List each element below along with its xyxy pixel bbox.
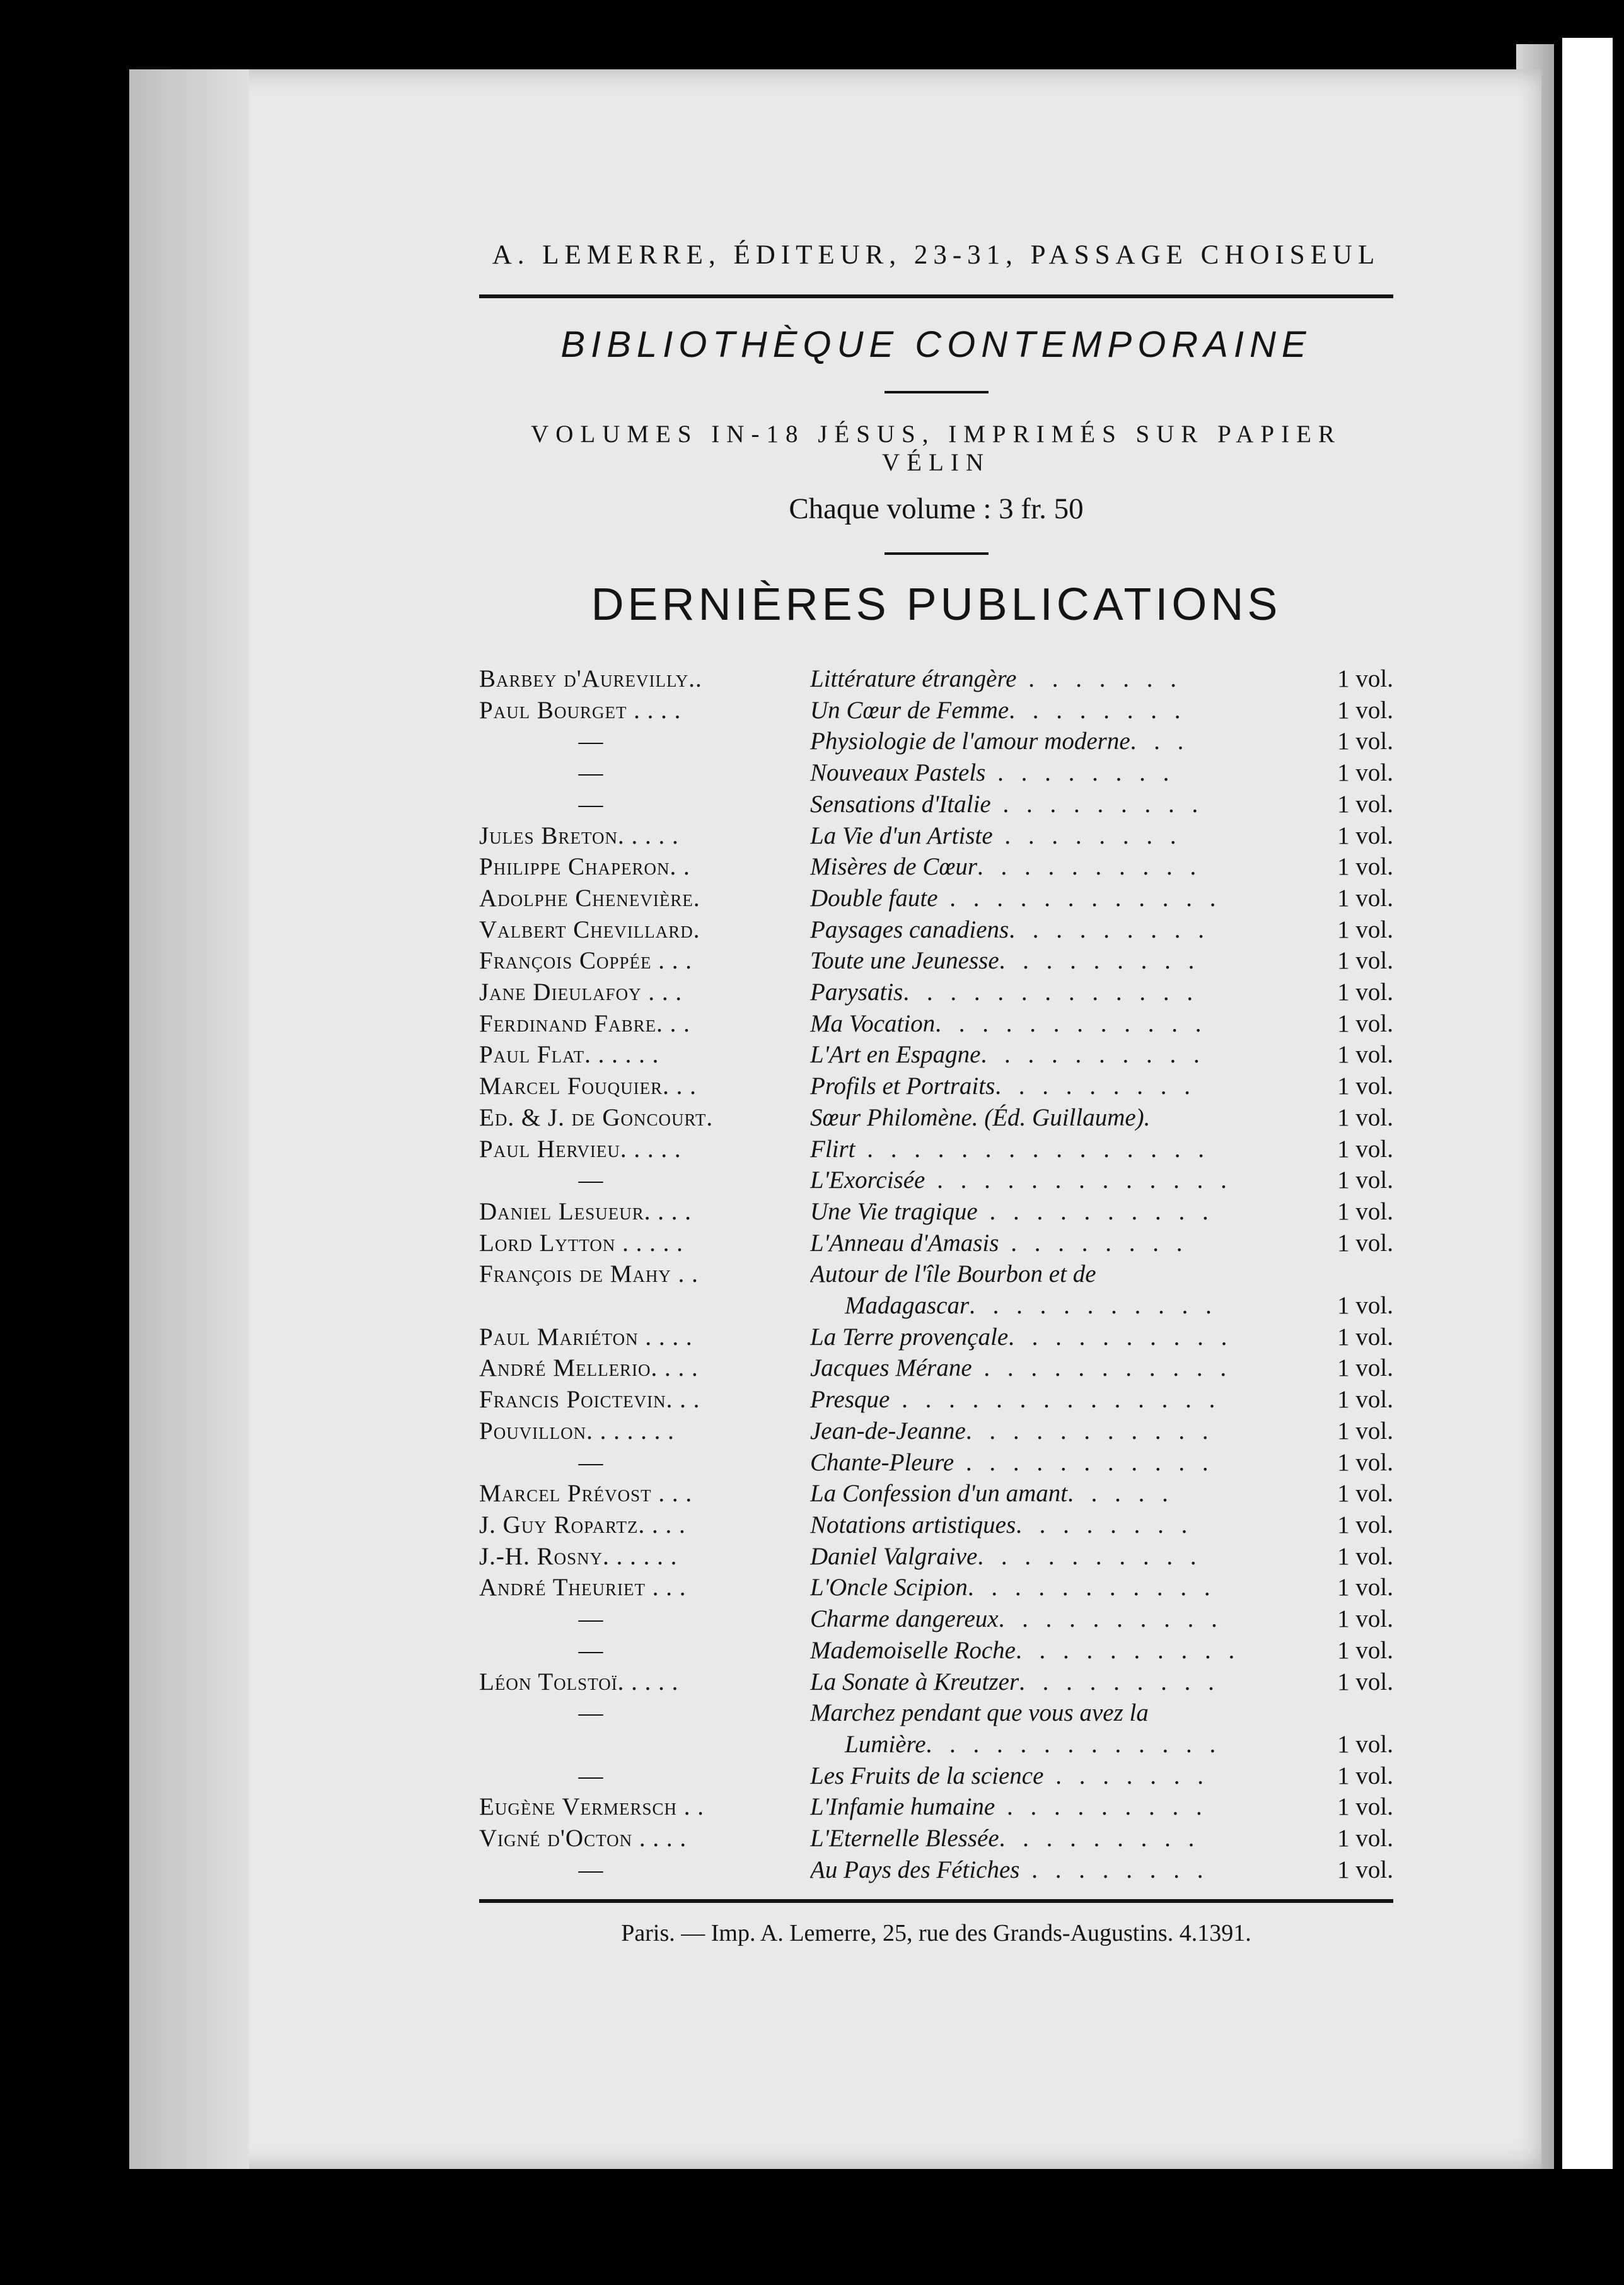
entry-volume-count: 1 vol. [1337,822,1393,849]
entry-title [810,1196,1264,1228]
publication-entry [479,1635,1393,1666]
entry-volume-count: 1 vol. [1337,728,1393,755]
entry-title [810,789,1264,820]
entry-author: Barbey d'Aurevilly.. [479,665,702,692]
publication-entry [479,1165,1393,1196]
entry-volume-count: 1 vol. [1337,1480,1393,1508]
entry-title [810,1384,1264,1416]
entry-volume-count: 1 vol. [1337,1825,1393,1852]
entry-title-text: Littérature étrangère [810,665,1017,692]
entry-author: André Theuriet . . . [479,1574,687,1602]
entry-volume-count: 1 vol. [1337,1448,1393,1476]
entry-title-text: Sensations d'Italie [810,790,991,818]
entry-title [810,1352,1264,1384]
publication-entry [479,883,1393,914]
entry-title [810,1760,1264,1792]
dot-leader: . . . . . . . . . . [977,853,1202,881]
entry-volume-count: 1 vol. [1337,1197,1393,1225]
entry-title-text: Sœur Philomène. (Éd. Guillaume). [810,1103,1151,1131]
entry-title-text: Les Fruits de la science [810,1762,1044,1789]
entry-volume-count: 1 vol. [1337,1762,1393,1789]
publication-entry [479,851,1393,883]
entry-title-text: Charme dangereux [810,1605,999,1633]
publication-entry [479,1352,1393,1384]
publication-entry [479,1322,1393,1353]
publication-entry [479,1823,1393,1854]
dot-leader: . . . . . . . . . . . [969,1292,1217,1320]
entry-title-text: Presque [810,1386,890,1414]
publication-entry [479,1416,1393,1447]
entry-title [810,1666,1264,1698]
entry-title [810,1697,1264,1760]
publication-entry [479,1228,1393,1259]
entry-title [810,726,1264,757]
publication-entry [479,1447,1393,1479]
dot-leader: . . . . . . . . . . [977,1197,1214,1225]
publication-entry [479,1071,1393,1102]
dot-leader: . . . . . . . . . . . . . . [890,1386,1221,1414]
entry-title-text: La Vie d'un Artiste [810,822,993,849]
entry-volume-count: 1 vol. [1337,1135,1393,1163]
dot-leader: . . . . . [1067,1480,1174,1508]
header-rule [479,294,1393,298]
catalog-page [479,240,1393,1947]
entry-author: François de Mahy . . [479,1260,699,1288]
publication-entry [479,1259,1393,1321]
format-line: VOLUMES IN-18 JÉSUS, IMPRIMÉS SUR PAPIER VÉLIN [531,421,1342,476]
entry-volume-count: 1 vol. [1337,1542,1393,1570]
publication-entry [479,726,1393,757]
entry-volume-count: 1 vol. [1337,1574,1393,1602]
dot-leader: . . . . . . . . . [990,790,1204,818]
entry-author: Jules Breton. . . . . [479,822,679,849]
publication-entry [479,1697,1393,1760]
entry-volume-count: 1 vol. [1337,853,1393,881]
entry-title [810,663,1264,695]
entry-title [810,1134,1264,1165]
entry-title-text: Notations artistiques [810,1511,1016,1538]
entry-author: — [578,1448,604,1476]
entry-author: Daniel Lesueur. . . . [479,1197,692,1225]
entry-author: François Coppée . . . [479,947,692,975]
entry-author: Valbert Chevillard. [479,916,700,943]
entry-author: Paul Hervieu. . . . . [479,1135,682,1163]
entry-author: — [578,728,604,755]
entry-title-text: Jean-de-Jeanne [810,1417,966,1445]
entry-title [810,1823,1264,1854]
entry-title [810,1322,1264,1353]
publication-entry [479,977,1393,1008]
dot-leader: . . . . . . . . . . . [965,1417,1214,1445]
price-line: Chaque volume : 3 fr. 50 [789,492,1084,525]
entry-title [810,977,1264,1008]
publication-entry [479,1603,1393,1635]
dot-leader: . . . . . . . . [1009,696,1186,724]
footer-rule [479,1899,1393,1903]
dot-leader: . . . . . . . . [999,1229,1188,1257]
entry-title-text: Une Vie tragique [810,1197,978,1225]
entry-title-text: L'Art en Espagne [810,1041,981,1069]
series-title: BIBLIOTHÈQUE CONTEMPORAINE [560,324,1312,365]
entry-title [810,757,1264,789]
entry-title-text: Flirt [810,1135,856,1163]
entry-title-text-2: Lumière [845,1730,926,1758]
dot-leader: . . . . . . . . . . [980,1041,1205,1069]
entry-volume-count: 1 vol. [1337,947,1393,975]
entry-volume-count: 1 vol. [1337,1292,1393,1320]
entry-title [810,1635,1264,1666]
entry-author: Lord Lytton . . . . . [479,1229,683,1257]
publication-entry [479,757,1393,789]
dot-leader: . . . . . . . . [1016,1511,1193,1538]
entry-author: Ed. & J. de Goncourt. [479,1103,714,1131]
entry-volume-count: 1 vol. [1337,1103,1393,1131]
page-edge-left [129,69,249,2169]
entry-title [810,1071,1264,1102]
entry-author: — [578,1166,604,1194]
dot-leader: . . . . . . . . . . . [954,1448,1214,1476]
entry-title-text-2: Madagascar [845,1292,970,1320]
entry-volume-count: 1 vol. [1337,1386,1393,1414]
publication-entry [479,1760,1393,1792]
entry-author: Jane Dieulafoy . . . [479,979,683,1006]
entry-volume-count: 1 vol. [1337,884,1393,912]
publication-entry [479,1478,1393,1509]
entry-title [810,1572,1264,1603]
entry-title-text: La Confession d'un amant [810,1480,1068,1508]
entry-title [810,1603,1264,1635]
entry-title [810,820,1264,852]
entry-title-text: Au Pays des Fétiches [810,1856,1020,1883]
entry-author: Pouvillon. . . . . . . [479,1417,675,1445]
title-divider [884,391,989,393]
entry-title [810,1509,1264,1541]
scan-margin-strip [1562,38,1613,2169]
entry-author: — [578,1699,604,1727]
entry-volume-count: 1 vol. [1337,1511,1393,1538]
dot-leader: . . . . . . . . . . [1015,1636,1241,1664]
entry-title-text: L'Oncle Scipion [810,1574,968,1602]
entry-title-text: L'Eternelle Blessée [810,1825,999,1852]
entry-title-text: Parysatis [810,979,903,1006]
entry-volume-count: 1 vol. [1337,1636,1393,1664]
entry-volume-count: 1 vol. [1337,759,1393,787]
entry-author: Ferdinand Fabre. . . [479,1009,690,1037]
entry-author: Eugène Vermersch . . [479,1793,705,1821]
dot-leader: . . . . . . . . . [995,1073,1196,1100]
entry-author: Léon Tolstoï. . . . . [479,1668,679,1695]
entry-title-text: Profils et Portraits [810,1073,995,1100]
entry-volume-count: 1 vol. [1337,1229,1393,1257]
entry-volume-count: 1 vol. [1337,979,1393,1006]
entry-title-text: Chante-Pleure [810,1448,954,1476]
dot-leader: . . . . . . . [1016,665,1182,692]
entry-author: André Mellerio. . . . [479,1354,699,1382]
entry-title-text: Paysages canadiens [810,916,1009,943]
publication-entry [479,1134,1393,1165]
publication-list [479,663,1393,1885]
entry-author: — [578,1636,604,1664]
entry-author: Paul Mariéton . . . . [479,1323,693,1351]
dot-leader: . . . . . . . . . . [977,1542,1202,1570]
entry-title-text: L'Infamie humaine [810,1793,995,1821]
dot-leader: . . . . . . . [1043,1762,1209,1789]
entry-title [810,1854,1264,1886]
entry-title-text: Misères de Cœur [810,853,978,881]
dot-leader: . . . . . . . . [992,822,1182,849]
entry-title-text: Nouveaux Pastels [810,759,986,787]
entry-title [810,1447,1264,1479]
entry-volume-count: 1 vol. [1337,1417,1393,1445]
entry-volume-count: 1 vol. [1337,790,1393,818]
publication-entry [479,1196,1393,1228]
entry-volume-count: 1 vol. [1337,1605,1393,1633]
publisher-header: A. LEMERRE, ÉDITEUR, 23-31, PASSAGE CHOISEUL [492,240,1381,270]
dot-leader: . . . . . . . . [985,759,1175,787]
entry-title-text: Ma Vocation [810,1009,936,1037]
publication-entry [479,789,1393,820]
entry-title-text: Daniel Valgraive [810,1542,978,1570]
entry-volume-count: 1 vol. [1337,1793,1393,1821]
entry-title [810,1039,1264,1071]
dot-leader: . . . . . . . . . . . [967,1574,1216,1602]
dot-leader: . . . . . . . . . . [1008,1323,1233,1351]
entry-title [810,1416,1264,1447]
dot-leader: . . . . . . . . . . . . . [925,1730,1222,1758]
entry-volume-count: 1 vol. [1337,1323,1393,1351]
dot-leader: . . . . . . . . . [1019,1668,1220,1695]
entry-title-text: La Sonate à Kreutzer [810,1668,1019,1695]
entry-title-text: Jacques Mérane [810,1354,972,1382]
publication-entry [479,1509,1393,1541]
entry-title [810,1228,1264,1259]
entry-title [810,695,1264,726]
entry-volume-count: 1 vol. [1337,1668,1393,1695]
publication-entry [479,1039,1393,1071]
entry-volume-count: 1 vol. [1337,665,1393,692]
publication-entry [479,820,1393,852]
publication-entry [479,1572,1393,1603]
dot-leader: . . . . . . . . . [999,1825,1200,1852]
dot-leader: . . . [1130,728,1190,755]
dot-leader: . . . . . . . . . . . . [937,884,1222,912]
dot-leader: . . . . . . . . . [999,947,1200,975]
publication-entry [479,1008,1393,1040]
entry-title [810,1541,1264,1573]
publication-entry [479,1791,1393,1823]
entry-title-text: L'Anneau d'Amasis [810,1229,999,1257]
publication-entry [479,1384,1393,1416]
dot-leader: . . . . . . . . . . [998,1605,1223,1633]
price-divider [884,552,989,555]
entry-title-continuation [810,1729,1264,1760]
entry-volume-count: 1 vol. [1337,1009,1393,1037]
entry-title [810,914,1264,946]
entry-author: Paul Flat. . . . . . [479,1041,659,1069]
publication-entry [479,1666,1393,1698]
dot-leader: . . . . . . . . . . . . . [903,979,1199,1006]
entry-title-text: Mademoiselle Roche [810,1636,1016,1664]
publication-entry [479,1102,1393,1134]
entry-title [810,1791,1264,1823]
entry-title-text: Un Cœur de Femme [810,696,1009,724]
entry-volume-count: 1 vol. [1337,916,1393,943]
entry-volume-count: 1 vol. [1337,1041,1393,1069]
entry-title [810,1259,1264,1321]
entry-title [810,1008,1264,1040]
publication-entry [479,695,1393,726]
entry-title [810,945,1264,977]
printer-footer: Paris. — Imp. A. Lemerre, 25, rue des Grands-Augustins. 4.1391. [621,1920,1251,1947]
entry-author: — [578,1856,604,1883]
entry-title [810,1165,1264,1196]
entry-title-text: La Terre provençale [810,1323,1009,1351]
dot-leader: . . . . . . . . . . . . [935,1009,1207,1037]
entry-author: Adolphe Chenevière. [479,884,700,912]
dot-leader: . . . . . . . . . . . . . . . [855,1135,1210,1163]
dot-leader: . . . . . . . . . [995,1793,1208,1821]
entry-author: J. Guy Ropartz. . . . [479,1511,686,1538]
publication-entry [479,914,1393,946]
section-heading: DERNIÈRES PUBLICATIONS [591,579,1282,630]
dot-leader: . . . . . . . . . . . . . [925,1166,1232,1194]
publication-entry [479,663,1393,695]
entry-title [810,851,1264,883]
entry-title [810,1102,1264,1134]
entry-author: Paul Bourget . . . . [479,696,682,724]
entry-author: — [578,1605,604,1633]
entry-title-text: Toute une Jeunesse [810,947,999,975]
publication-entry [479,1854,1393,1886]
entry-author: Philippe Chaperon. . [479,853,690,881]
entry-author: J.-H. Rosny. . . . . . [479,1542,678,1570]
entry-author: — [578,759,604,787]
entry-author: Vigné d'Octon . . . . [479,1825,687,1852]
entry-title-text: L'Exorcisée [810,1166,925,1194]
dot-leader: . . . . . . . . . . . [972,1354,1232,1382]
publication-entry [479,945,1393,977]
publication-entry [479,1541,1393,1573]
entry-title [810,1478,1264,1509]
entry-title-text: Double faute [810,884,938,912]
entry-title-text: Marchez pendant que vous avez la [810,1699,1149,1727]
entry-volume-count: 1 vol. [1337,1856,1393,1883]
entry-author: Marcel Fouquier. . . [479,1073,697,1100]
entry-author: Francis Poictevin. . . [479,1386,700,1414]
entry-author: Marcel Prévost . . . [479,1480,693,1508]
entry-author: — [578,790,604,818]
dot-leader: . . . . . . . . [1019,1856,1209,1883]
dot-leader: . . . . . . . . . [1009,916,1210,943]
entry-title-text: Autour de l'île Bourbon et de [810,1260,1096,1288]
entry-volume-count: 1 vol. [1337,1166,1393,1194]
entry-volume-count: 1 vol. [1337,696,1393,724]
entry-title-continuation [810,1290,1264,1322]
entry-title [810,883,1264,914]
entry-volume-count: 1 vol. [1337,1354,1393,1382]
entry-volume-count: 1 vol. [1337,1073,1393,1100]
entry-title-text: Physiologie de l'amour moderne [810,728,1130,755]
entry-volume-count: 1 vol. [1337,1730,1393,1758]
entry-author: — [578,1762,604,1789]
